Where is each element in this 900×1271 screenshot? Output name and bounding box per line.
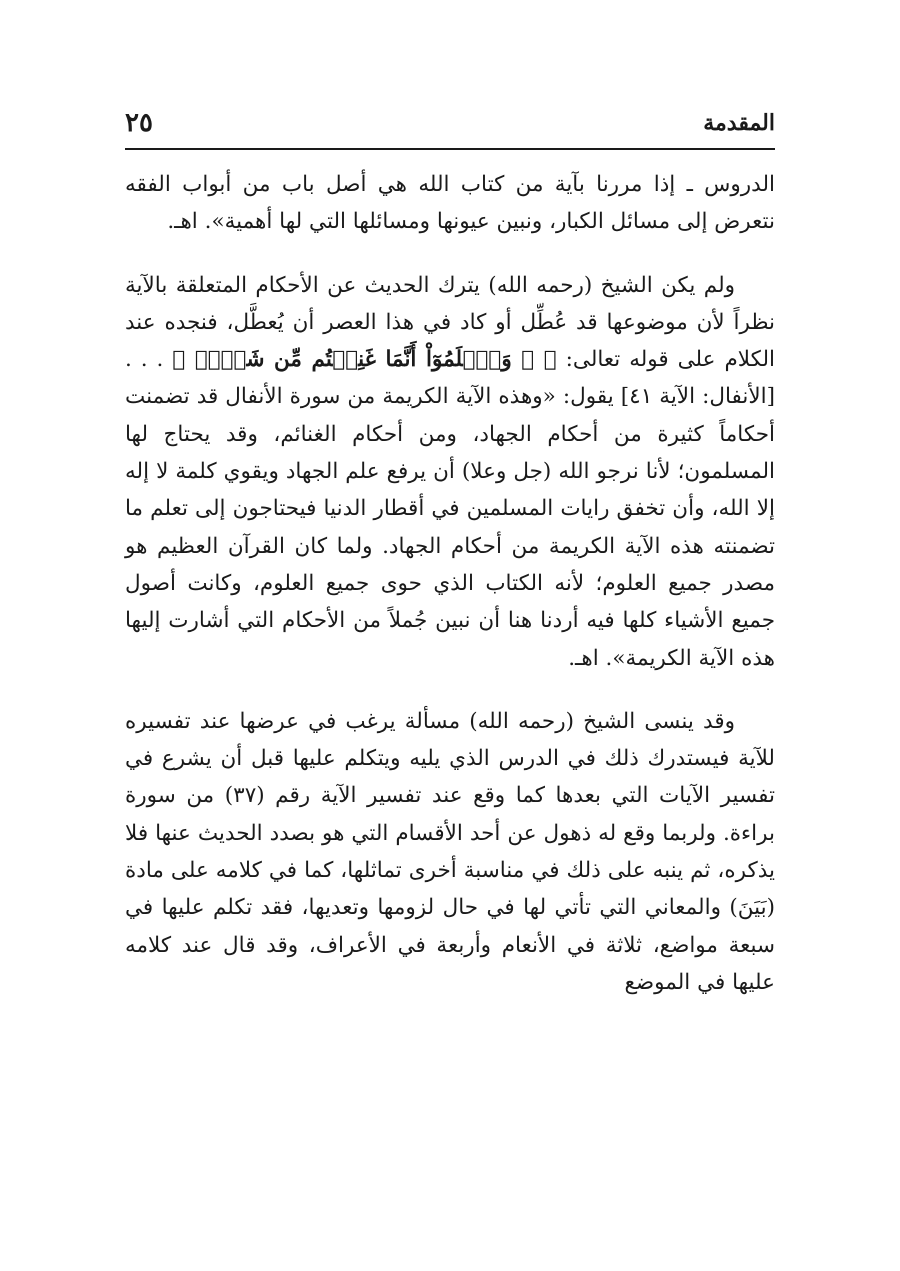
page-number: ٢٥ [125,108,153,138]
page-header [125,108,775,150]
page-body [125,166,775,1001]
quran-verse: ﴿ ۞ وَٱعۡلَمُوٓاْ أَنَّمَا غَنِمۡتُم مِّن شَيۡءٖ ﴾ [172,347,557,373]
paragraph-2-lead: ولم يكن الشيخ (رحمه الله) يترك الحديث عن الأحكام المتعلقة بالآية نظراً لأن موضوعها قد عُطِّل أو كاد في هذا العصر أن يُعطَّل، فنجده عند الكلام على قوله تعالى: [125,272,775,373]
paragraph-3: وقد ينسى الشيخ (رحمه الله) مسألة يرغب في عرضها عند تفسيره للآية فيستدرك ذلك في الدرس الذي يليه ويتكلم عليها قبل أن يشرع في تفسير الآيات التي بعدها كما وقع عند تفسير الآية رقم (٣٧) من سورة براءة. ولربما وقع له ذهول عن أحد الأقسام التي هو بصدد الحديث عنها فلا يذكره، ثم ينبه على ذلك في مناسبة أخرى تماثلها، كما في كلامه على مادة (بَيَنَ) والمعاني التي تأتي لها في حال لزومها وتعديها، فقد تكلم عليها في سبعة مواضع، ثلاثة في الأنعام وأربعة في الأعراف، وقد قال عند كلامه عليها في الموضع [125,708,775,995]
running-title: المقدمة [703,110,775,136]
paragraph-2-rest: . . . [الأنفال: الآية ٤١] يقول: «وهذه الآية الكريمة من سورة الأنفال قد تضمنت أحكاماً كثيرة من أحكام الجهاد، ومن أحكام الغنائم، وقد يحتاج لها المسلمون؛ لأنا نرجو الله (جل وعلا) أن يرفع علم الجهاد ويقوي كلمة لا إله إلا الله، وأن تخفق رايات المسلمين في أقطار الدنيا فيحتاجون إلى تعلم ما تضمنته هذه الآية الكريمة من أحكام الجهاد. ولما كان القرآن العظيم هو مصدر جميع العلوم؛ لأنه الكتاب الذي حوى جميع العلوم، وكانت أصول جميع الأشياء كلها فيه أردنا هنا أن نبين جُملاً من الأحكام التي أشارت إليها هذه الآية الكريمة». اهـ. [125,347,775,671]
paragraph-2 [125,267,775,677]
paragraph-1: الدروس ـ إذا مررنا بآية من كتاب الله هي أصل باب من أبواب الفقه نتعرض إلى مسائل الكبار، ونبين عيونها ومسائلها التي لها أهمية». اهـ. [125,172,775,235]
